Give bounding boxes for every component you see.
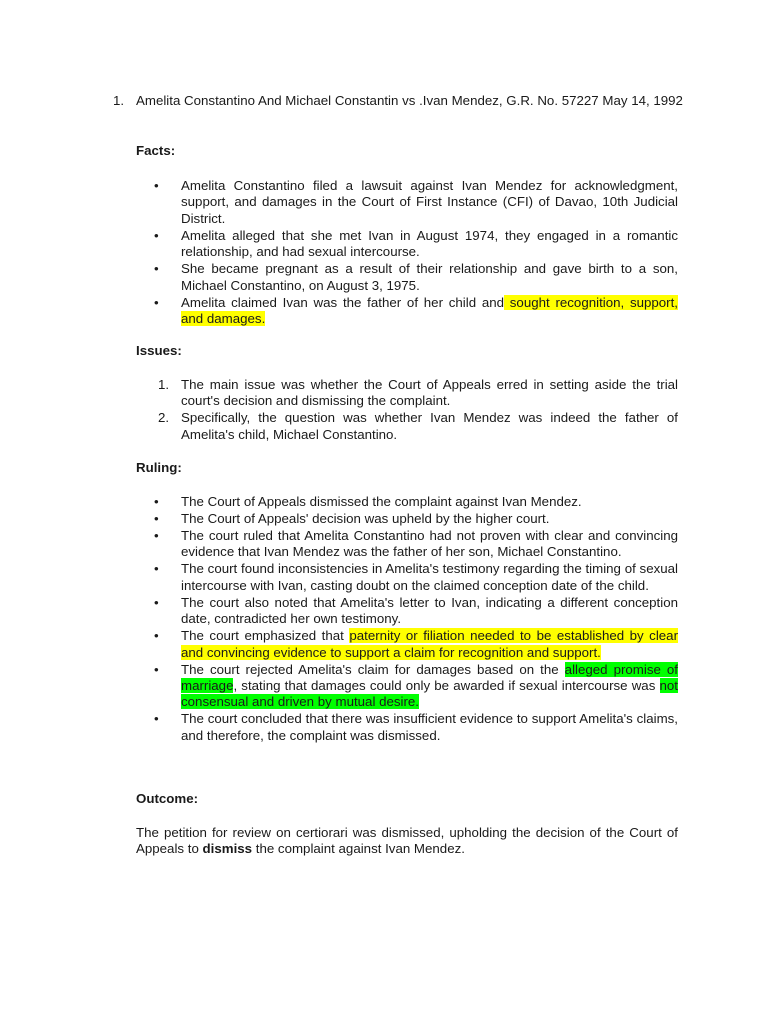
list-item bbox=[136, 595, 678, 628]
highlighted-text: not consensual and driven by mutual desire. bbox=[181, 678, 678, 710]
list-item bbox=[136, 662, 678, 711]
issue-number: 2. bbox=[158, 410, 170, 426]
list-item bbox=[136, 628, 678, 661]
bullet-icon: • bbox=[154, 561, 159, 577]
case-title-text: Amelita Constantino And Michael Constantin vs .Ivan Mendez, G.R. No. 57227 May 14, 1992 bbox=[136, 93, 683, 108]
bullet-icon: • bbox=[154, 528, 159, 543]
outcome-text: the complaint against Ivan Mendez. bbox=[252, 841, 465, 857]
outcome-heading: Outcome: bbox=[136, 791, 199, 806]
list-item bbox=[136, 494, 678, 510]
fact-text: Amelita Constantino filed a lawsuit against Ivan Mendez for acknowledgment, support, and damages in the Court of First Instance (CFI) of Davao, 10th Judicial District. bbox=[181, 178, 678, 226]
ruling-text: The court emphasized that bbox=[181, 628, 350, 644]
ruling-text: The court ruled that Amelita Constantino had not proven with clear and convincing evidence that Ivan Mendez was the father of her son, Michael Constantino. bbox=[181, 528, 678, 560]
ruling-text: The court also noted that Amelita's letter to Ivan, indicating a different conception date, contradicted her own testimony. bbox=[181, 594, 678, 627]
outcome-paragraph bbox=[136, 825, 678, 858]
list-item bbox=[136, 295, 678, 328]
fact-text: Amelita alleged that she met Ivan in August 1974, they engaged in a romantic relationship, and had sexual intercourse. bbox=[181, 227, 678, 260]
issue-text: The main issue was whether the Court of Appeals erred in setting aside the trial court's decision and dismissing the complaint. bbox=[181, 377, 678, 409]
list-item bbox=[136, 178, 678, 227]
fact-text: She became pregnant as a result of their relationship and gave birth to a son, Michael Constantino, on August 3, 1975. bbox=[181, 261, 678, 293]
ruling-text: The court rejected Amelita's claim for damages based on the bbox=[181, 661, 565, 677]
list-item bbox=[136, 377, 678, 410]
bullet-icon: • bbox=[154, 661, 159, 677]
bullet-icon: • bbox=[154, 628, 159, 644]
bullet-icon: • bbox=[154, 227, 159, 243]
issue-text: Specifically, the question was whether Ivan Mendez was indeed the father of Amelita's child, Michael Constantino. bbox=[181, 410, 678, 442]
bullet-icon: • bbox=[154, 494, 159, 509]
highlighted-text: paternity or filiation needed to be established by clear and convincing evidence to support a claim for recognition and support. bbox=[181, 628, 678, 660]
outcome-text: The petition for review on certiorari was dismissed, upholding the decision of the Court of Appeals to bbox=[136, 825, 678, 857]
bullet-icon: • bbox=[154, 511, 159, 526]
ruling-heading: Ruling: bbox=[136, 460, 182, 475]
facts-list bbox=[136, 178, 678, 328]
ruling-text: The Court of Appeals dismissed the complaint against Ivan Mendez. bbox=[181, 494, 582, 509]
list-item bbox=[136, 410, 678, 443]
bullet-icon: • bbox=[154, 711, 159, 727]
list-item bbox=[136, 561, 678, 594]
bullet-icon: • bbox=[154, 594, 159, 610]
ruling-text: The Court of Appeals' decision was upheld by the higher court. bbox=[181, 511, 550, 526]
case-title bbox=[113, 93, 683, 109]
highlighted-text: alleged promise of marriage bbox=[181, 661, 679, 694]
ruling-text: The court found inconsistencies in Amelita's testimony regarding the timing of sexual intercourse with Ivan, casting doubt on the claimed conception date of the child. bbox=[181, 561, 678, 593]
highlighted-text: sought recognition, support, and damages. bbox=[181, 294, 678, 327]
list-item bbox=[136, 261, 678, 294]
issues-list bbox=[136, 377, 678, 444]
issue-number: 1. bbox=[158, 377, 170, 392]
ruling-text: , stating that damages could only be awarded if sexual intercourse was bbox=[233, 678, 660, 694]
issues-heading: Issues: bbox=[136, 343, 182, 358]
ruling-text: The court concluded that there was insufficient evidence to support Amelita's claims, and therefore, the complaint was dismissed. bbox=[181, 711, 678, 743]
ruling-list bbox=[136, 494, 678, 745]
outcome-bold-text: dismiss bbox=[202, 841, 253, 857]
fact-text: Amelita claimed Ivan was the father of her child and bbox=[181, 294, 505, 310]
list-item bbox=[136, 528, 678, 561]
list-item bbox=[136, 511, 678, 527]
case-number: 1. bbox=[113, 93, 125, 108]
list-item bbox=[136, 711, 678, 744]
bullet-icon: • bbox=[154, 294, 159, 310]
list-item bbox=[136, 228, 678, 261]
bullet-icon: • bbox=[154, 261, 159, 277]
bullet-icon: • bbox=[154, 178, 159, 193]
facts-heading: Facts: bbox=[136, 143, 176, 158]
